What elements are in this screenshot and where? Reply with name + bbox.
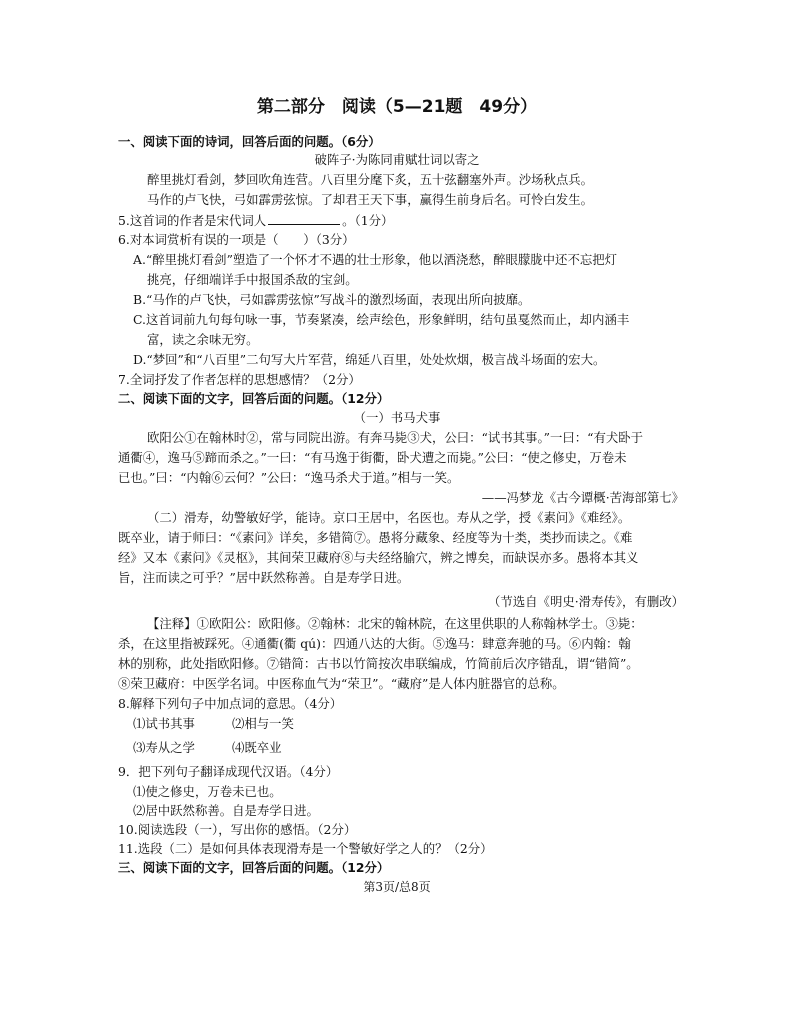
section-two-heading: 二、阅读下面的文字，回答后面的问题。（12分） — [118, 391, 390, 406]
annotation-line: 林的别称，此处指欧阳修。⑦错简：古书以竹简按次串联编成，竹简前后次序错乱，谓“错简”。 — [118, 656, 639, 671]
passage-line: 欧阳公①在翰林时②，常与同院出游。有奔马毙③犬，公曰：“试书其事。”一曰：“有犬卧于 — [147, 430, 644, 445]
passage-source: ——冯梦龙《古今谭概·苦海部第七》 — [481, 490, 684, 505]
option-c: C.这首词前九句每句咏一事，节奏紧凑，绘声绘色，形象鲜明，结句虽戛然而止，却内涵丰 — [133, 312, 630, 327]
page-number: 第3页/总8页 — [363, 880, 431, 894]
section-one-heading: 一、阅读下面的诗词，回答后面的问题。（6分） — [118, 134, 381, 149]
passage-line: 经》又本《素问》《灵枢》，其间荣卫藏府⑧与夫经络腧穴，辨之博矣，而缺误亦多。愚将本其义 — [118, 550, 639, 565]
q8-item-1: ⑴试书其事 — [133, 716, 195, 731]
question-5 — [118, 212, 393, 229]
poem-title: 破阵子·为陈同甫赋壮词以寄之 — [314, 152, 480, 167]
q9-item-2: ⑵居中跃然称善。自是寿学日进。 — [133, 803, 319, 818]
question-7: 7.全词抒发了作者怎样的思想感情？（2分） — [118, 372, 361, 387]
passage-line: 通衢④，逸马⑤蹄而杀之。”一曰：“有马逸于街衢，卧犬遭之而毙。”公曰：“使之修史，万卷未 — [118, 450, 627, 465]
option-a: A.“醉里挑灯看剑”塑造了一个怀才不遇的壮士形象，他以酒浇愁，醉眼朦胧中还不忘把灯 — [133, 252, 618, 267]
poem-line: 马作的卢飞快，弓如霹雳弦惊。了却君王天下事，赢得生前身后名。可怜白发生。 — [147, 192, 594, 207]
answer-blank[interactable] — [268, 212, 340, 225]
option-a-cont: 挑亮，仔细端详手中报国杀敌的宝剑。 — [147, 272, 358, 287]
option-d: D.“梦回”和“八百里”二句写大片军营，绵延八百里，处处炊烟，极言战斗场面的宏大。 — [133, 352, 606, 367]
option-c-cont: 富，读之余味无穷。 — [147, 332, 259, 347]
annotation-line: 杀，在这里指被踩死。④通衢(衢 qú)：四通八达的大街。⑤逸马：肆意奔驰的马。⑥内翰：翰 — [118, 636, 631, 651]
poem-line: 醉里挑灯看剑，梦回吹角连营。八百里分麾下炙，五十弦翻塞外声。沙场秋点兵。 — [147, 172, 594, 187]
option-b: B.“马作的卢飞快，弓如霹雳弦惊”写战斗的激烈场面，表现出所向披靡。 — [133, 292, 531, 307]
section-title: 第二部分 阅读（5—21题 49分） — [256, 97, 538, 117]
passage-line: 旨，注而读之可乎？”居中跃然称善。自是寿学日进。 — [118, 570, 410, 585]
passage-line: 已也。”曰：“内翰⑥云何？”公曰：“逸马杀犬于道。”相与一笑。 — [118, 470, 460, 485]
question-9: 9．把下列句子翻译成现代汉语。（4分） — [118, 764, 339, 779]
q9-item-1: ⑴使之修史，万卷未已也。 — [133, 784, 282, 799]
section-three-heading: 三、阅读下面的文字，回答后面的问题。（12分） — [118, 860, 390, 875]
q8-item-2: ⑵相与一笑 — [232, 716, 294, 731]
passage-line: （二）滑寿，幼警敏好学，能诗。京口王居中，名医也。寿从之学，授《素问》《难经》。 — [147, 510, 631, 525]
passage-line: 既卒业，请于师曰：“《素问》详矣，多错简⑦。愚将分藏象、经度等为十类，类抄而读之。《难 — [118, 530, 633, 545]
passage-source: （节选自《明史·滑寿传》，有删改） — [488, 594, 684, 609]
question-6: 6.对本词赏析有误的一项是（ ）（3分） — [118, 232, 355, 247]
question-11: 11.选段（二）是如何具体表现滑寿是一个警敏好学之人的？（2分） — [118, 841, 493, 856]
annotation-line: ⑧荣卫藏府：中医学名词。中医称血气为“荣卫”。“藏府”是人体内脏器官的总称。 — [118, 676, 565, 691]
passage-one-title: （一）书马犬事 — [353, 410, 441, 425]
question-text: 5.这首词的作者是宋代词人 — [118, 213, 267, 228]
annotation-line: 【注释】①欧阳公：欧阳修。②翰林：北宋的翰林院，在这里供职的人称翰林学士。③毙： — [147, 616, 643, 631]
q8-item-4: ⑷既卒业 — [232, 740, 282, 755]
q8-item-3: ⑶寿从之学 — [133, 740, 195, 755]
question-10: 10.阅读选段（一），写出你的感悟。（2分） — [118, 822, 357, 837]
question-8: 8.解释下列句子中加点词的意思。（4分） — [118, 696, 343, 711]
question-score: 。（1分） — [342, 213, 394, 228]
